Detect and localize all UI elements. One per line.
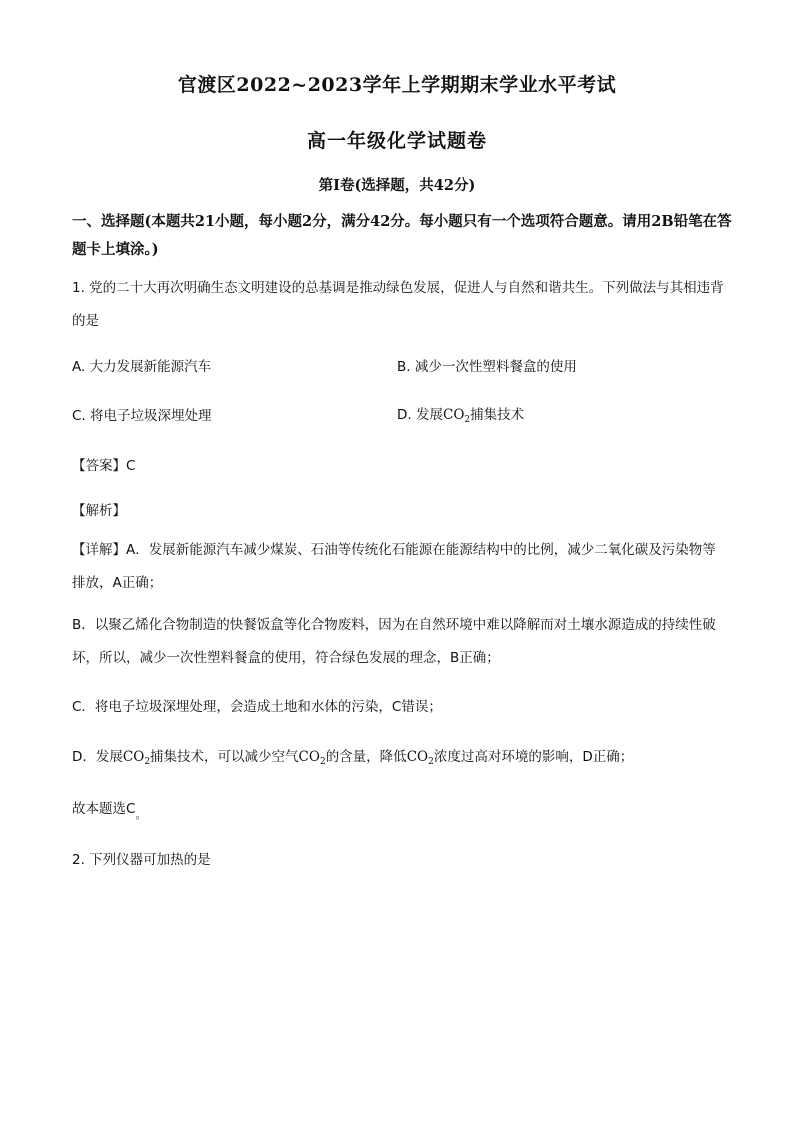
answer-label: 【答案】	[72, 458, 126, 474]
detail-b: B．以聚乙烯化合物制造的快餐饭盒等化合物废料，因为在自然环境中难以降解而对土壤水源造成的持续性破坏，所以，减少一次性塑料餐盒的使用，符合绿色发展的理念，B正确；	[72, 617, 716, 666]
option-d-suffix: 捕集技术	[470, 407, 525, 423]
question-1-option-a: A. 大力发展新能源汽车	[72, 359, 212, 375]
question-1-option-c: C. 将电子垃圾深埋处理	[72, 408, 212, 424]
detail-c: C．将电子垃圾深埋处理，会造成土地和水体的污染，C错误；	[72, 699, 442, 715]
detail-a: 【详解】A．发展新能源汽车减少煤炭、石油等传统化石能源在能源结构中的比例，减少二氧化碳及污染物等排放，A正确；	[72, 542, 716, 591]
co2-formula: $CO_2$	[298, 749, 326, 767]
answer-line	[72, 454, 135, 474]
answer-value: C	[126, 458, 136, 474]
question-1-stem: 1. 党的二十大再次明确生态文明建设的总基调是推动绿色发展，促进人与自然和谐共生。下列做法与其相违背的是	[72, 280, 724, 329]
exam-subtitle: 高一年级化学试题卷	[306, 130, 487, 152]
option-d-prefix: D. 发展	[397, 407, 443, 423]
co2-formula: $CO_2$	[442, 407, 471, 425]
question-2-stem: 2. 下列仪器可加热的是	[72, 852, 211, 868]
conclusion: 故本题选$C_。$	[72, 801, 147, 821]
question-1-option-b: B. 减少一次性塑料餐盒的使用	[397, 359, 577, 375]
section-instructions: 一、选择题(本题共21小题，每小题2分，满分42分。每小题只有一个选项符合题意。请用2B铅笔在答题卡上填涂。)	[72, 213, 732, 258]
detail-d: D．发展$CO_2$捕集技术，可以减少空气$CO_2$的含量，降低$CO_2$浓度过高对环境的影响，D正确；	[72, 749, 634, 767]
co2-formula: $CO_2$	[406, 749, 434, 767]
co2-formula: $CO_2$	[122, 749, 151, 767]
volume-heading: 第I卷(选择题，共42分)	[318, 177, 476, 194]
analysis-label: 【解析】	[72, 503, 126, 519]
question-1-option-d	[397, 403, 524, 425]
exam-title: 官渡区2022~2023学年上学期期末学业水平考试	[177, 74, 617, 96]
